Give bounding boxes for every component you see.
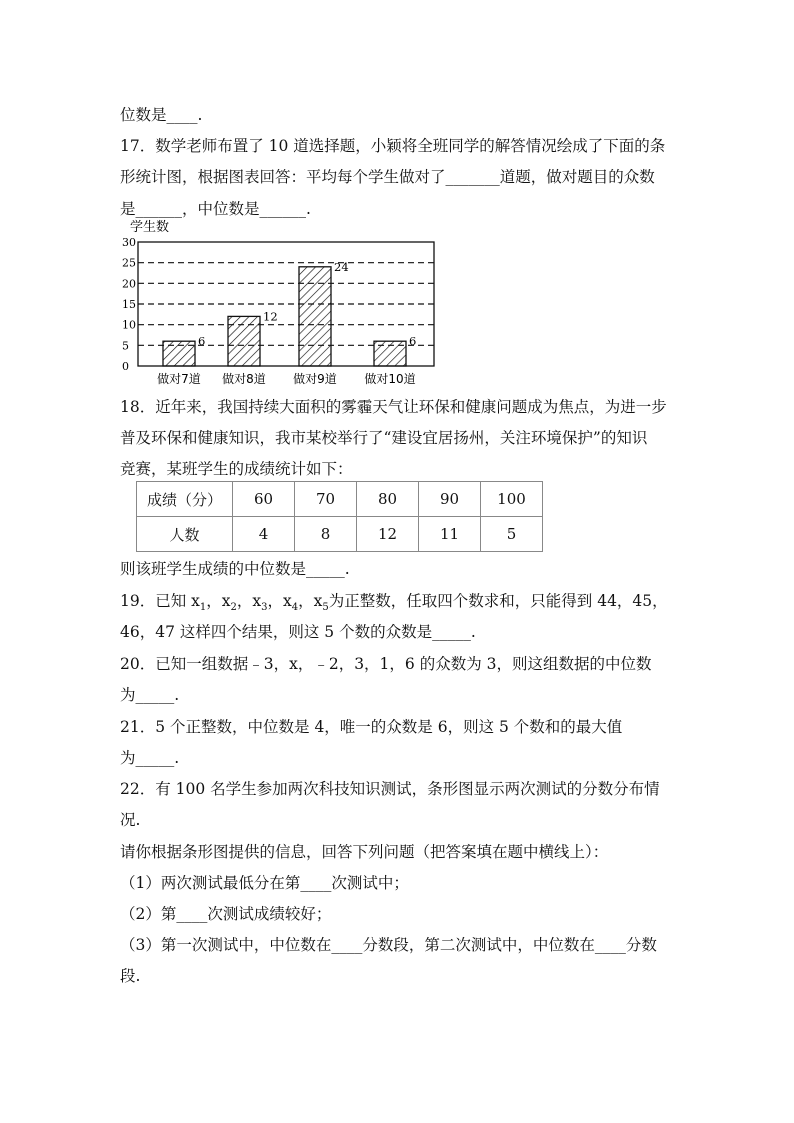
table-cell: 12	[357, 517, 419, 552]
subscript: 5	[322, 602, 329, 614]
category-label: 做对8道	[222, 372, 266, 386]
table-cell: 人数	[137, 517, 233, 552]
table-cell: 11	[419, 517, 481, 552]
question-22-line-2: 况.	[120, 811, 141, 829]
q19-text: ，x	[298, 592, 323, 610]
question-17-line-3: 是______，中位数是______.	[120, 200, 311, 218]
question-21-line-1: 21．5 个正整数，中位数是 4，唯一的众数是 6，则这 5 个数和的最大值	[120, 718, 623, 736]
table-cell: 60	[233, 482, 295, 517]
question-21-line-2: 为_____.	[120, 749, 180, 767]
question-22-part-3-end: 段.	[120, 967, 141, 985]
question-19-line-1	[120, 589, 668, 613]
category-label: 做对10道	[364, 372, 416, 386]
question-22-part-1: （1）两次测试最低分在第____次测试中；	[120, 874, 409, 892]
question-20-line-2: 为_____.	[120, 686, 180, 704]
q19-text: 为正整数，任取四个数求和，只能得到 44，45，	[328, 592, 668, 610]
data-label: 12	[263, 309, 278, 324]
table-cell: 70	[295, 482, 357, 517]
subscript: 1	[199, 602, 207, 614]
table-cell: 成绩（分）	[137, 482, 233, 517]
y-tick-label: 0	[122, 360, 129, 373]
table-cell: 90	[419, 482, 481, 517]
question-18-answer-line: 则该班学生成绩的中位数是_____.	[120, 560, 350, 578]
question-17-line-1: 17．数学老师布置了 10 道选择题，小颖将全班同学的解答情况绘成了下面的条	[120, 137, 666, 155]
y-axis-label: 学生数	[130, 220, 170, 235]
table-cell: 4	[233, 517, 295, 552]
y-tick-label: 5	[122, 339, 129, 353]
question-20-line-1: 20．已知一组数据﹣3，x，﹣2，3，1，6 的众数为 3，则这组数据的中位数	[120, 655, 652, 673]
bar-chart	[118, 218, 438, 390]
table-cell: 80	[357, 482, 419, 517]
data-label: 24	[334, 259, 349, 274]
question-22-line-1: 22．有 100 名学生参加两次科技知识测试，条形图显示两次测试的分数分布情	[120, 780, 660, 798]
q19-text: 19．已知 x	[120, 592, 200, 610]
bar	[163, 341, 195, 366]
table-cell: 8	[295, 517, 357, 552]
y-tick-label: 30	[122, 236, 136, 249]
text-line: 位数是____.	[120, 106, 203, 124]
category-label: 做对9道	[293, 372, 337, 386]
bar	[374, 341, 406, 366]
q19-text: ，x	[206, 592, 231, 610]
data-label: 6	[409, 334, 417, 349]
table-cell: 100	[481, 482, 543, 517]
bar	[228, 316, 260, 366]
question-22-line-3: 请你根据条形图提供的信息，回答下列问题（把答案填在题中横线上）：	[120, 843, 609, 861]
y-tick-label: 25	[122, 256, 136, 270]
question-22-part-3: （3）第一次测试中，中位数在____分数段，第二次测试中，中位数在____分数	[120, 936, 657, 954]
subscript: 4	[291, 602, 299, 614]
subscript: 2	[230, 602, 237, 614]
y-tick-label: 10	[122, 318, 136, 332]
question-18-line-2: 普及环保和健康知识，我市某校举行了“建设宜居扬州，关注环境保护”的知识	[120, 429, 648, 447]
data-label: 6	[198, 334, 206, 349]
category-label: 做对7道	[157, 372, 201, 386]
table-header-row	[137, 482, 543, 517]
question-19-line-2: 46，47 这样四个结果，则这 5 个数的众数是_____.	[120, 623, 476, 641]
y-tick-label: 20	[122, 277, 136, 291]
table-row	[137, 517, 543, 552]
table-cell: 5	[481, 517, 543, 552]
score-table	[136, 481, 543, 552]
question-22-part-2: （2）第____次测试成绩较好；	[120, 905, 332, 923]
question-17-line-2: 形统计图，根据图表回答：平均每个学生做对了_______道题，做对题目的众数	[120, 168, 655, 186]
bar	[299, 267, 331, 366]
subscript: 3	[261, 602, 268, 614]
y-tick-label: 15	[122, 298, 136, 311]
question-18-line-3: 竞赛，某班学生的成绩统计如下：	[120, 460, 353, 478]
question-18-line-1: 18．近年来，我国持续大面积的雾霾天气让环保和健康问题成为焦点，为进一步	[120, 398, 667, 416]
q19-text: ，x	[267, 592, 292, 610]
q19-text: ，x	[236, 592, 262, 610]
